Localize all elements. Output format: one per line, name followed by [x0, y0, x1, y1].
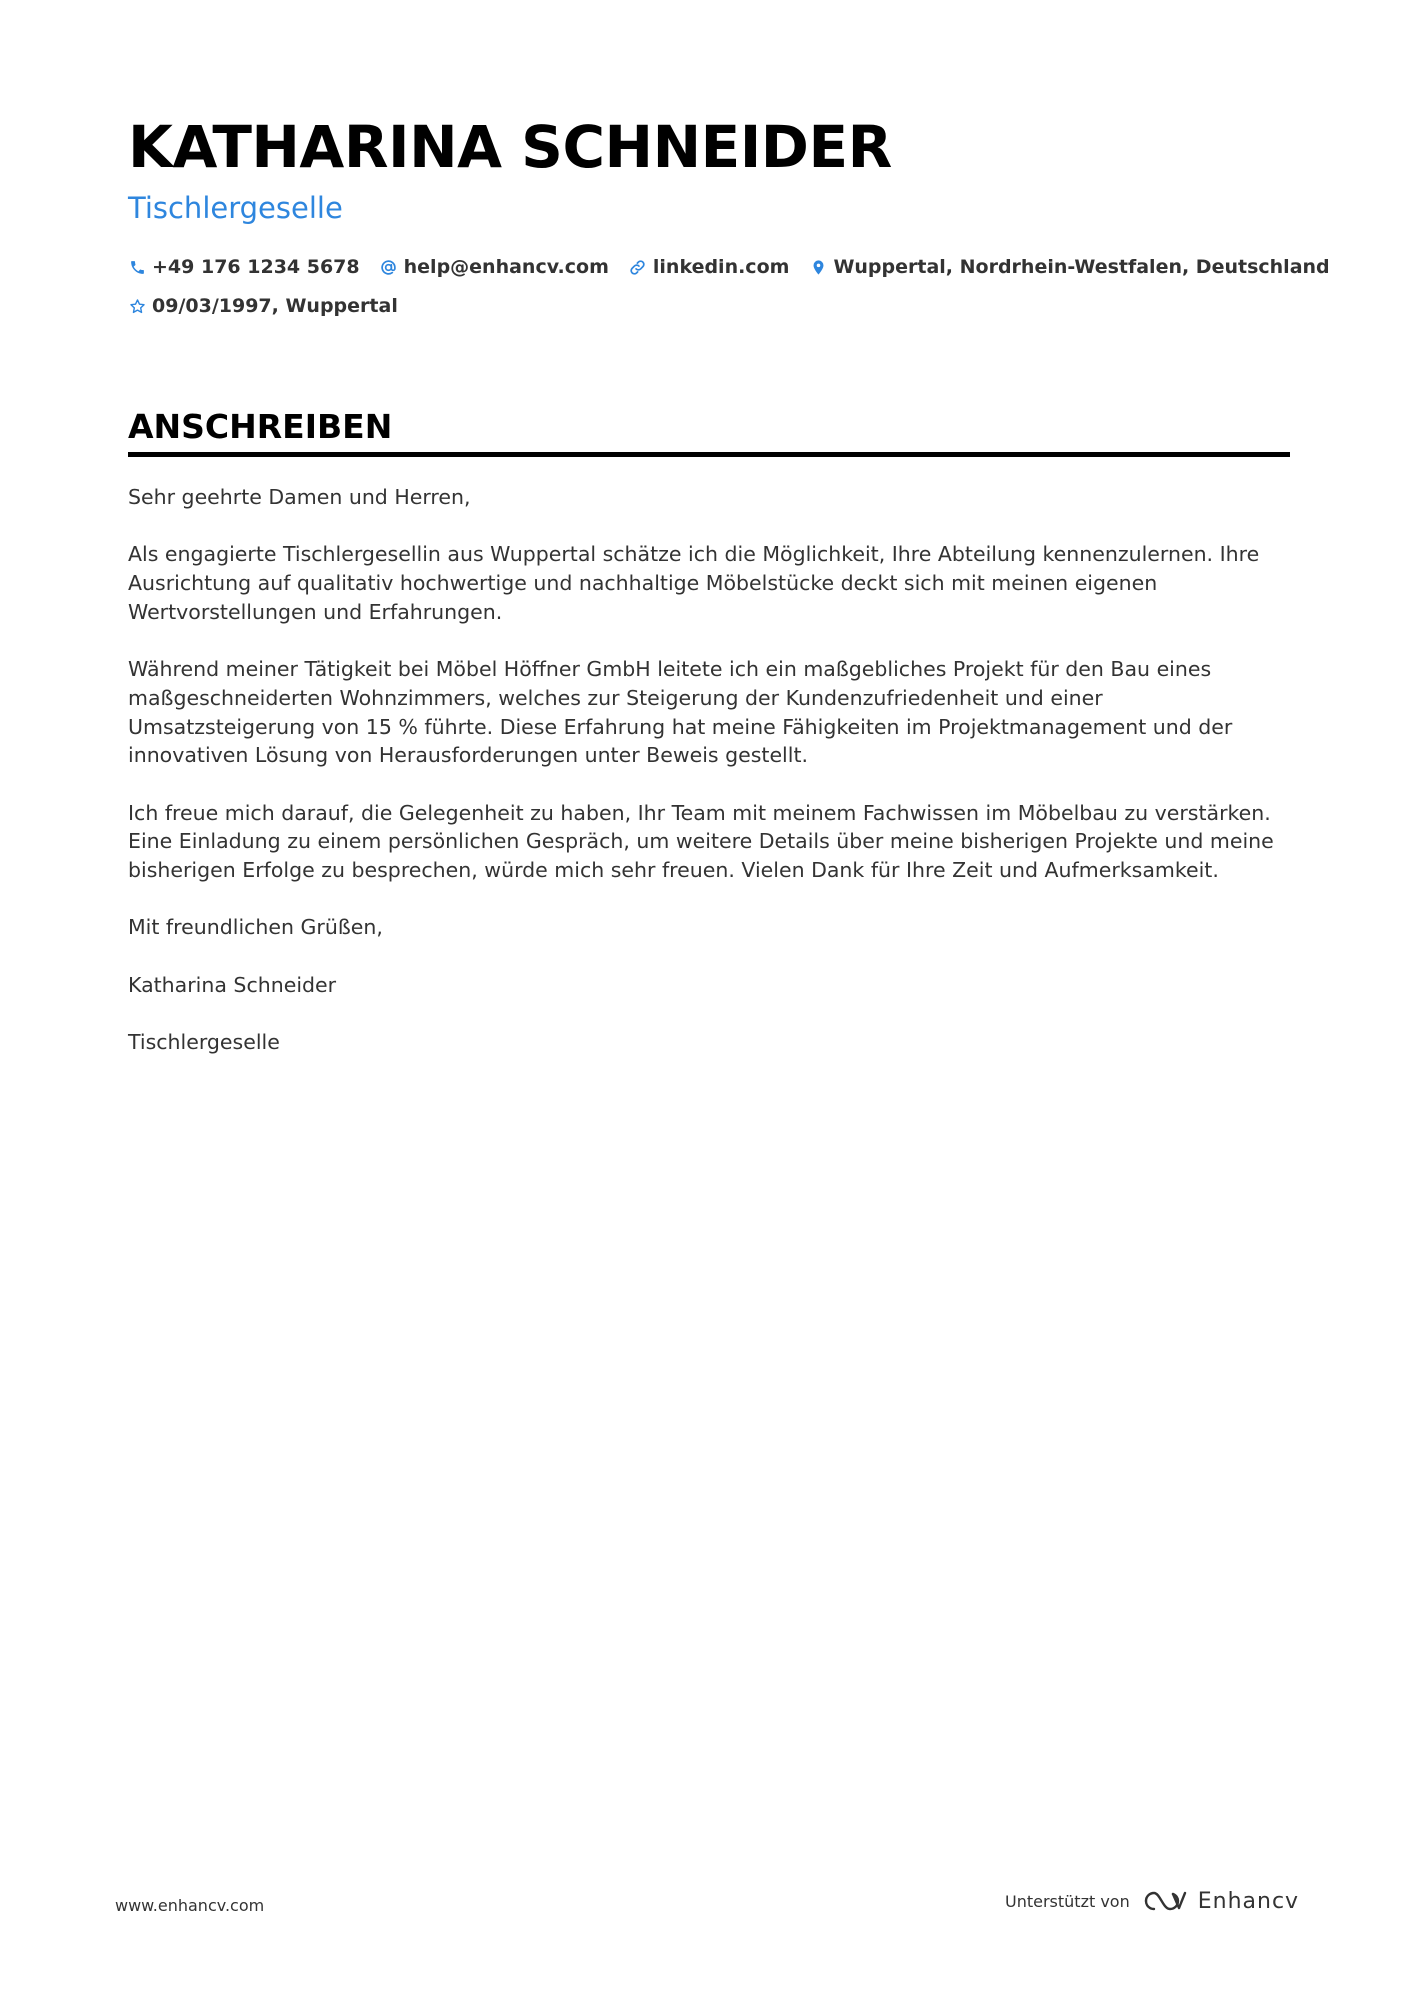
letter-salutation: Sehr geehrte Damen und Herren,: [128, 485, 471, 509]
link-icon: [629, 259, 647, 277]
location-text: Wuppertal, Nordrhein-Westfalen, Deutschland: [833, 256, 1330, 278]
birth-text: 09/03/1997, Wuppertal: [152, 295, 398, 317]
contact-location: [809, 248, 1329, 287]
section-title: ANSCHREIBEN: [128, 406, 1290, 457]
candidate-name: KATHARINA SCHNEIDER: [128, 113, 892, 181]
phone-icon: [128, 259, 146, 277]
email-text: help@enhancv.com: [403, 256, 609, 278]
letter-paragraph: Während meiner Tätigkeit bei Möbel Höffner GmbH leitete ich ein maßgebliches Projekt für den Bau eines maßgeschneiderten Wohnzimmers, welches zur Steigerung der Kundenzufriedenheit und einer Umsatzsteigerung von 15 % führte. Diese Erfahrung hat meine Fähigkeiten im Projektmanagement und der innovativen Lösung von Herausforderungen unter Beweis gestellt.: [128, 657, 1233, 768]
signature-title: Tischlergeselle: [128, 1030, 280, 1055]
footer-website[interactable]: www.enhancv.com: [115, 1896, 265, 1915]
contact-linkedin[interactable]: [629, 248, 790, 287]
brand-name: Enhancv: [1197, 1888, 1300, 1914]
footer-branding: [1005, 1888, 1299, 1914]
letter-closing: Mit freundlichen Grüßen,: [128, 915, 383, 940]
star-icon: [128, 298, 146, 316]
at-icon: [380, 259, 398, 277]
enhancv-logo-icon: [1142, 1888, 1188, 1914]
cover-letter-section: [128, 406, 1290, 1086]
letter-paragraph: Als engagierte Tischlergesellin aus Wuppertal schätze ich die Möglichkeit, Ihre Abteilung kennenzulernen. Ihre Ausrichtung auf qualitativ hochwertige und nachhaltige Möbelstücke deckt sich mit meinen eigenen Wertvorstellungen und Erfahrungen.: [128, 542, 1260, 624]
contact-row-1: [128, 248, 1330, 287]
contact-birth: [128, 287, 398, 326]
letter-body: [128, 483, 1290, 1057]
powered-by-label: Unterstützt von: [1005, 1891, 1130, 1911]
contact-phone: [128, 248, 360, 287]
candidate-title: Tischlergeselle: [128, 191, 343, 225]
letter-paragraph: Ich freue mich darauf, die Gelegenheit zu haben, Ihr Team mit meinem Fachwissen im Möbelbau zu verstärken. Eine Einladung zu einem persönlichen Gespräch, um weitere Details über meine bisherigen Projekte und meine bisherigen Erfolge zu besprechen, würde mich sehr freuen. Vielen Dank für Ihre Zeit und Aufmerksamkeit.: [128, 800, 1274, 883]
phone-text: +49 176 1234 5678: [152, 256, 360, 278]
contact-email[interactable]: [380, 248, 609, 287]
resume-header: [128, 112, 1330, 326]
location-pin-icon: [809, 259, 827, 277]
linkedin-text: linkedin.com: [652, 256, 790, 278]
signature-name: Katharina Schneider: [128, 972, 337, 997]
contact-row-2: [128, 287, 1290, 326]
contact-info: [128, 248, 1330, 326]
